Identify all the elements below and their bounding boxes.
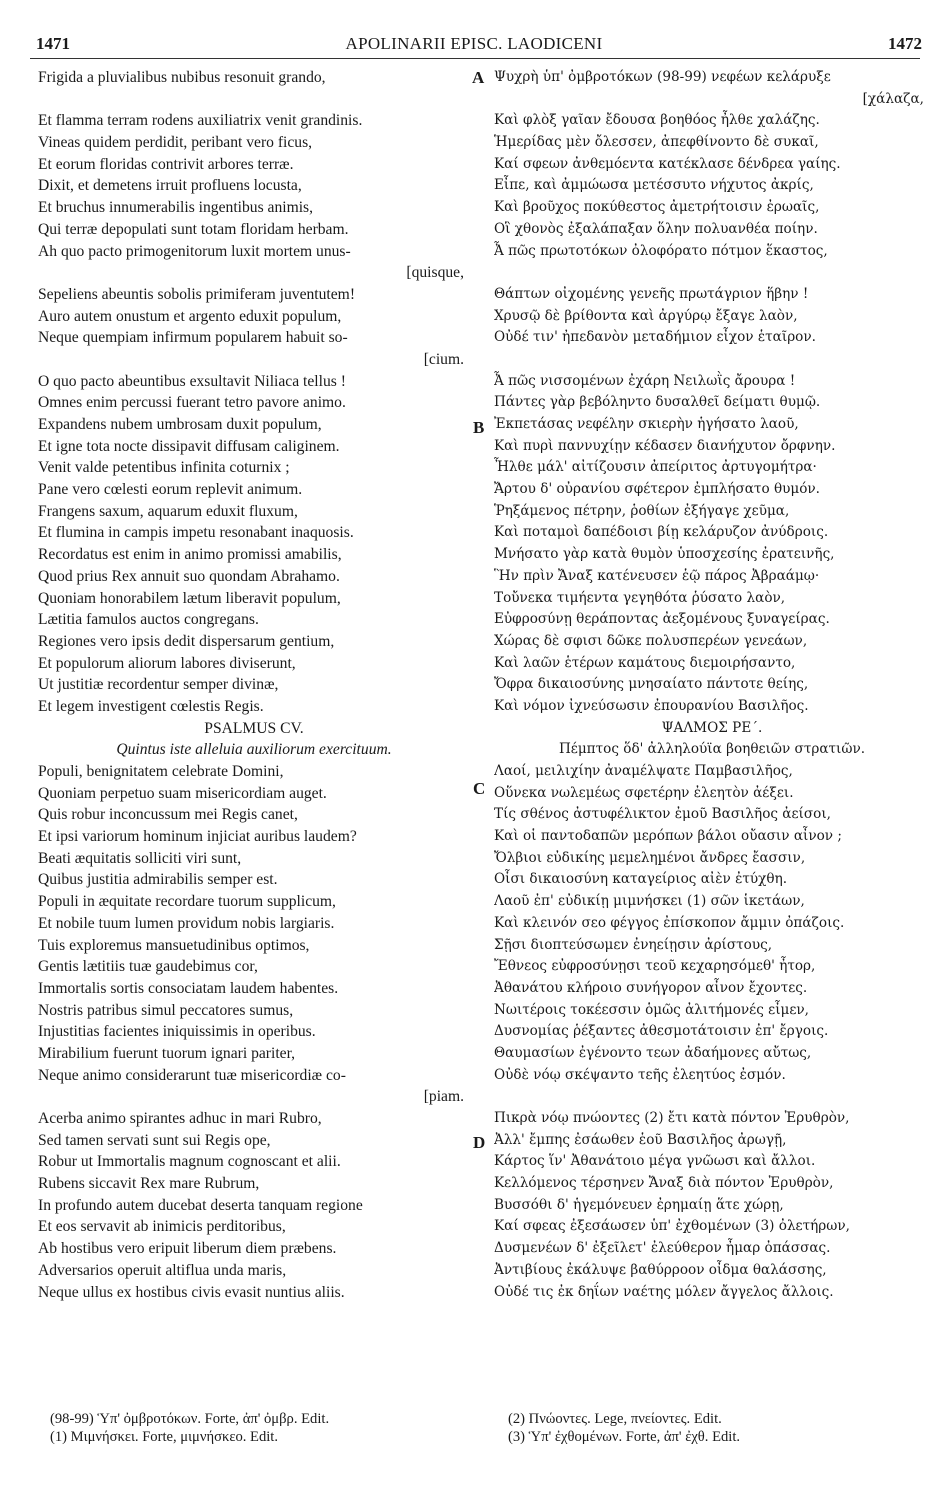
latin-verse-line: Quis robur inconcussum mei Regis canet, [38, 806, 298, 824]
greek-verse-line: Καί σφεας ἐξεσάωσεν ὑπ' ἐχθομένων (3) ὀλετήρων, [494, 1218, 850, 1235]
latin-verse-line: [quisque, [406, 264, 464, 282]
greek-verse-line: Ἔθνεος εὐφροσύνῃσι τεοῦ κεχαρησόμεθ' ἦτορ, [494, 958, 816, 975]
latin-verse-line: Quintus iste alleluia auxiliorum exercituum. [116, 741, 392, 759]
greek-verse-line: Ἡμερίδας μὲν ὄλεσσεν, ἀπεφθίνοντο δὲ συκαῖ, [494, 134, 819, 151]
greek-verse-line: Ἣν πρὶν Ἄναξ κατένευσεν ἑῷ πάρος Ἀβραάμῳ· [494, 567, 820, 584]
greek-verse-line: Ὄφρα δικαιοσύνης μνησαίατο πάντοτε θείης, [494, 676, 809, 693]
greek-verse-line: Λαοί, μειλιχίην ἀναμέλψατε Παμβασιλῆος, [494, 763, 793, 779]
latin-verse-line: Tuis exploremus mansuetudinibus optimos, [38, 936, 310, 954]
latin-verse-line: Et eos servavit ab inimicis perditoribus, [38, 1218, 286, 1236]
latin-verse-line: Acerba animo spirantes adhuc in mari Rubro, [38, 1110, 322, 1127]
greek-verse-line: Οἷσι δικαιοσύνη καταγείριος αἰὲν ἐτύχθη. [494, 871, 788, 888]
greek-verse-line: Καὶ βροῦχος ποκύθεστος ἀμετρήτοισιν ἐρωαῖς, [494, 199, 820, 216]
greek-verse-line: Καί σφεων ἀνθεμόεντα κατέκλασε δένδρεα γαίης. [494, 155, 841, 172]
latin-verse-line: Neque animo considerarunt tuæ misericordiæ co- [38, 1066, 346, 1084]
greek-verse-line: Οὐδὲ νόῳ σκέψαντο τεῆς ἐλεητύος ἐσμόν. [494, 1066, 786, 1083]
greek-verse-line: Ψυχρὴ ὑπ' ὀμβροτόκων (98-99) νεφέων κελάρυξε [494, 69, 831, 85]
latin-verse-line: PSALMUS CV. [204, 719, 304, 737]
latin-verse-line: Robur ut Immortalis magnum cognoscant et alii. [38, 1153, 341, 1171]
greek-verse-line: Ἆ πῶς νισσομένων ἐχάρη Νειλωῒς ἄρουρα ! [494, 372, 796, 389]
footnote: (1) Μιμνήσκει. Forte, μιμνήσκεο. Edit. [50, 1429, 279, 1445]
greek-verse-line: Εἶπε, καὶ ἀμμώωσα μετέσσυτο νήχυτος ἀκρίς, [494, 177, 814, 194]
latin-verse-line: Et nobile tuum lumen providum nobis largiaris. [38, 914, 335, 932]
greek-verse-line: Καὶ νόμον ἰχνεύσωσιν ἐπουρανίου Βασιλῆος. [494, 697, 809, 714]
greek-verse-line: Ἀλλ' ἔμπης ἐσάωθεν ἑοῦ Βασιλῆος ἀρωγῇ, [494, 1131, 787, 1148]
latin-verse-line: Venit valde petentibus infinita coturnix ; [38, 459, 290, 477]
greek-verse-line: Κάρτος ἵν' Ἀθανάτοιο μέγα γνῶωσι καὶ ἄλλοι. [494, 1153, 816, 1170]
greek-verse-line [494, 1086, 930, 1108]
greek-verse-line: Δυσμενέων δ' ἐξεῖλετ' ἐλεύθερον ἦμαρ ὀπάσσας. [494, 1240, 831, 1257]
latin-verse-line: Ut justitiæ recordentur semper divinæ, [38, 676, 279, 694]
greek-verse-line: Χρυσῷ δὲ βρίθοντα καὶ ἀργύρῳ ἔξαγε λαὸν, [494, 307, 798, 324]
latin-verse-line: Regiones vero ipsis dedit dispersarum gentium, [38, 632, 335, 650]
latin-verse-line: Sepeliens abeuntis sobolis primiferam juventutem! [38, 285, 356, 303]
running-title: APOLINARII EPISC. LAODICENI [345, 34, 603, 53]
latin-verse-line: Pane vero cœlesti eorum replevit animum. [38, 481, 303, 499]
latin-verse-line: Et flumina in campis impetu resonabant inaquosis. [38, 524, 354, 542]
greek-verse-line: Λαοῦ ἐπ' εὐδικίῃ μιμνήσκει (1) σῶν ἱκετάων, [494, 893, 805, 910]
margin-marker-a: A [472, 68, 485, 87]
greek-verse-line: Θάπτων οἰχομένης γενεῆς πρωτάγριον ἥβην ! [494, 285, 809, 302]
latin-verse-line: [cium. [423, 350, 464, 368]
greek-verse-line: Ἀντιβίους ἐκάλυψε βαθύρροον οἶδμα θαλάσσης, [494, 1261, 827, 1278]
latin-verse-line: O quo pacto abeuntibus exsultavit Niliaca tellus ! [38, 372, 346, 390]
latin-verse-line: Auro autem onustum et argento eduxit populum, [38, 307, 342, 325]
latin-verse-line: Et eorum floridas contrivit arbores terræ. [38, 155, 294, 173]
footnote: (98-99) Ὑπ' ὀμβροτόκων. Forte, ἀπ' ὀμβρ. Edit. [50, 1411, 330, 1427]
latin-verse-line: Nostris patribus simul peccatores sumus, [38, 1001, 294, 1019]
greek-verse-line: Ἀθανάτου κλήροιο συνήγορον αἶνον ἔχοντες. [494, 979, 808, 996]
page-header [0, 34, 948, 58]
latin-verse-line: Rubens siccavit Rex mare Rubrum, [38, 1175, 260, 1193]
latin-verse-line: Quoniam perpetuo suam misericordiam auget. [38, 784, 327, 802]
margin-marker-c: C [473, 779, 486, 798]
greek-verse-line: Οὕνεκα νωλεμέως σφετέρην ἐλεητὸν ἀέξει. [494, 784, 794, 801]
greek-verse-line: Κελλόμενος τέρσηνεν Ἄναξ διὰ πόντον Ἐρυθρὸν, [494, 1175, 834, 1192]
footnotes-left [50, 1410, 329, 1446]
greek-verse-line: Μνήσατο γὰρ κατὰ θυμὸν ὑποσχεσίης ἐρατεινῆς, [494, 546, 835, 563]
greek-verse-line: Καὶ λαῶν ἑτέρων καμάτους διεμοιρήσαντο, [494, 654, 796, 671]
greek-verse-line: ΨΑΛΜΟΣ ΡΕ΄. [661, 719, 763, 736]
header-rule [30, 58, 920, 59]
page-number-left: 1471 [36, 34, 70, 53]
latin-verse-line: Sed tamen servati sunt sui Regis ope, [38, 1131, 271, 1149]
latin-verse-line: Adversarios operuit altiflua unda maris, [38, 1261, 287, 1279]
latin-verse-line [38, 89, 470, 111]
latin-verse-line: Beati æquitatis solliciti viri sunt, [38, 849, 242, 867]
greek-verse-line: Θαυμασίων ἐγένοντο τεων ἀδαήμονες αὔτως, [494, 1044, 812, 1061]
greek-verse-line: Πικρὰ νόῳ πνώοντες (2) ἔτι κατὰ πόντον Ἐρυθρὸν, [494, 1110, 850, 1126]
greek-verse-line: Καὶ φλὸξ γαῖαν ἔδουσα βοηθόος ἦλθε χαλάζης. [494, 112, 820, 129]
latin-verse-line: Et bruchus innumerabilis ingentibus animis, [38, 199, 314, 217]
latin-verse-line: Quod prius Rex annuit suo quondam Abrahamo. [38, 567, 340, 585]
latin-verse-line: In profundo autem ducebat deserta tanquam regione [38, 1196, 363, 1214]
latin-verse-line: Quoniam honorabilem lætum liberavit populum, [38, 589, 341, 607]
greek-verse-line: Καὶ κλεινόν σεο φέγγος ἐπίσκοπον ἄμμιν ὀπάζοις. [494, 914, 845, 931]
greek-verse-line [494, 262, 930, 284]
latin-column [38, 67, 470, 1303]
latin-verse-line: Et flamma terram rodens auxiliatrix venit grandinis. [38, 112, 363, 130]
latin-verse-line: Populi in æquitate recordare tuorum supplicum, [38, 893, 336, 911]
greek-verse-line: Οἳ χθονὸς ἐξαλάπαξαν ὅλην πολυανθέα ποίην. [494, 220, 818, 237]
latin-verse-line: Injustitias facientes iniquissimis in operibus. [38, 1023, 316, 1041]
greek-verse-line: Οὐδέ τις ἐκ δηΐων ναέτης μόλεν ἄγγελος ἄλλοις. [494, 1283, 834, 1300]
latin-verse-line: Et ipsi variorum hominum injiciat auribus laudem? [38, 828, 357, 846]
greek-verse-line: Εὐφροσύνῃ θεράποντας ἀεξομένους ξυναγείρας. [494, 611, 830, 628]
greek-verse-line: Ἐκπετάσας νεφέλην σκιερὴν ἡγήσατο λαοῦ, [494, 416, 799, 432]
latin-verse-line: Mirabilium fuerunt tuorum ignari pariter, [38, 1044, 296, 1062]
latin-verse-line: Ah quo pacto primogenitorum luxit mortem unus- [38, 242, 351, 260]
latin-verse-line: Et legem investigent cœlestis Regis. [38, 697, 264, 715]
latin-verse-line: Gentis lætitiis tuæ gaudebimus cor, [38, 958, 258, 976]
latin-verse-line: Et igne tota nocte dissipavit diffusam caliginem. [38, 437, 340, 455]
latin-verse-line: Frigida a pluvialibus nubibus resonuit grando, [38, 69, 326, 86]
greek-verse-line: Βυσσόθι δ' ἡγεμόνευεν ἐρημαίῃ ἅτε χώρῃ, [494, 1196, 784, 1213]
latin-verse-line: [piam. [423, 1088, 464, 1106]
latin-verse-line: Immortalis sortis consociatam laudem habentes. [38, 979, 339, 997]
latin-verse-line: Dixit, et demetens irruit profluens locusta, [38, 177, 302, 195]
latin-verse-line: Recordatus est enim in animo promissi amabilis, [38, 546, 342, 564]
greek-verse-line: Νωιτέροις τοκέεσσιν ὁμῶς ἀλιτήμονές εἶμεν, [494, 1001, 809, 1018]
latin-verse-line: Expandens nubem umbrosam duxit populum, [38, 416, 322, 433]
greek-verse-line: Ῥηξάμενος πέτρην, ῥοθίων ἐξήγαγε χεῦμα, [494, 502, 790, 519]
latin-verse-line: Frangens saxum, aquarum eduxit fluxum, [38, 502, 298, 520]
greek-verse-line: Πέμπτος ὅδ' ἀλληλούϊα βοηθειῶν στρατιῶν. [558, 741, 866, 758]
latin-verse-line: Vineas quidem perdidit, peribant vero ficus, [38, 134, 313, 152]
greek-column [494, 67, 930, 1303]
footnote: (2) Πνώοντες. Lege, πνείοντες. Edit. [508, 1411, 722, 1427]
latin-verse-line: Lætitia famulos auctos congregans. [38, 611, 259, 629]
footnote: (3) Ὑπ' ἐχθομένων. Forte, ἀπ' ἐχθ. Edit. [508, 1429, 741, 1445]
greek-verse-line: Ὄλβιοι εὐδικίης μεμεληµένοι ἄνδρες ἔασσιν, [494, 849, 806, 866]
latin-verse-line: Neque quempiam infirmum popularem habuit so- [38, 329, 348, 347]
latin-verse-line: Quibus justitia admirabilis semper est. [38, 871, 278, 889]
greek-verse-line: Ἦλθε μάλ' αἰτίζουσιν ἀπείριτος ἀρτυγομήτρα· [494, 459, 817, 476]
latin-verse-line: Populi, benignitatem celebrate Domini, [38, 763, 284, 780]
greek-verse-line [494, 349, 930, 371]
latin-verse-line: Qui terræ depopulati sunt totam floridam herbam. [38, 220, 349, 238]
margin-marker-b: B [473, 418, 485, 437]
greek-verse-line: Καὶ οἱ παντοδαπῶν μερόπων βάλοι οὔασιν αἶνον ; [494, 828, 842, 845]
greek-verse-line: Οὐδέ τιν' ἠπεδανὸν μεταδήμιον εἶχον ἑταῖρον. [494, 329, 816, 346]
greek-verse-line: Ἆ πῶς πρωτοτόκων ὀλοφόρατο πότμον ἕκαστος, [494, 242, 828, 259]
greek-verse-line: Τίς σθένος ἀστυφέλικτον ἐμοῦ Βασιλῆος ἀείσοι, [494, 806, 831, 823]
greek-verse-line: Χώρας δὲ σφισι δῶκε πολυσπερέων γενεάων, [494, 632, 808, 649]
latin-verse-line: Ab hostibus vero eripuit liberum diem præbens. [38, 1240, 337, 1258]
greek-verse-line: Σῇσι διοπτεύσωμεν ἐνηείῃσιν ἀρίστους, [494, 936, 773, 953]
latin-verse-line: Et populorum aliorum labores diviserunt, [38, 654, 296, 672]
greek-verse-line: Καὶ πυρὶ παννυχίῃν κέδασεν διανήχυτον ὄρφνην. [494, 437, 836, 454]
page-number-right: 1472 [888, 34, 922, 53]
greek-verse-line: Δυσνομίας ῥέξαντες ἀθεσμοτάτοισιν ἐπ' ἔργοις. [494, 1023, 829, 1040]
greek-verse-line: Ἄρτου δ' οὐρανίου σφέτερον ἐμπλήσατο θυμόν. [494, 481, 821, 498]
greek-verse-line: Τοὔνεκα τιμήεντα γεγηθότα ῥύσατο λαὸν, [494, 589, 786, 606]
footnotes-right [508, 1410, 740, 1446]
greek-verse-line: Πάντες γὰρ βεβόληντο δυσαλθεῖ δείματι θυμῷ. [494, 394, 821, 411]
latin-verse-line: Neque ullus ex hostibus civis evasit nuntius aliis. [38, 1283, 345, 1301]
greek-verse-line: [χάλαζα, [862, 90, 924, 107]
greek-verse-line: Καὶ ποταμοὶ δαπέδοισι βίῃ κελάρυζον ἀνύδροις. [494, 524, 829, 541]
latin-verse-line: Omnes enim percussi fuerant tetro pavore animo. [38, 394, 346, 412]
margin-marker-d: D [473, 1133, 486, 1152]
